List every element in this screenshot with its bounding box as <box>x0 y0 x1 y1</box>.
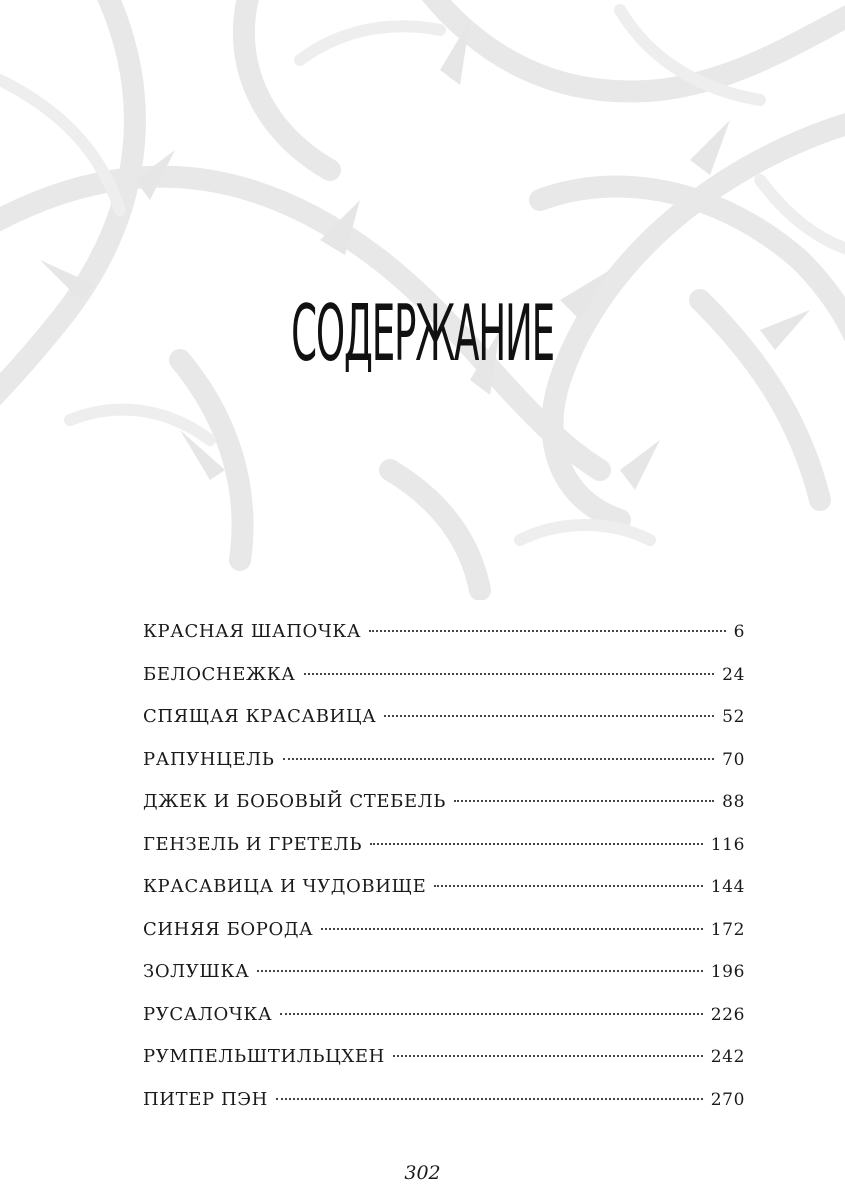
toc-entry-title: КРАСАВИЦА И ЧУДОВИЩЕ <box>143 876 427 897</box>
toc-entry-page: 270 <box>710 1089 745 1110</box>
toc-entry-title: РАПУНЦЕЛЬ <box>143 748 275 770</box>
page-title: СОДЕРЖАНИЕ <box>291 288 554 380</box>
toc-entry[interactable] <box>143 664 745 707</box>
table-of-contents <box>143 621 745 1131</box>
toc-entry-page: 116 <box>710 834 745 855</box>
toc-entry[interactable] <box>143 961 745 1004</box>
dot-leader <box>283 758 715 760</box>
toc-entry[interactable] <box>143 876 745 919</box>
dot-leader <box>393 1055 703 1057</box>
toc-entry[interactable] <box>143 1046 745 1089</box>
toc-entry-title: СИНЯЯ БОРОДА <box>143 918 314 940</box>
dot-leader <box>454 800 714 802</box>
toc-entry-title: РУМПЕЛЬШТИЛЬЦХЕН <box>143 1046 385 1067</box>
toc-entry[interactable] <box>143 621 745 664</box>
toc-entry[interactable] <box>143 706 745 749</box>
dot-leader <box>257 970 702 972</box>
page-number: 302 <box>404 1162 441 1184</box>
toc-entry-page: 24 <box>722 664 745 685</box>
toc-entry[interactable] <box>143 791 745 834</box>
toc-entry-page: 196 <box>710 962 745 982</box>
dot-leader <box>434 885 702 887</box>
toc-entry-page: 6 <box>733 622 745 642</box>
toc-entry-title: РУСАЛОЧКА <box>143 1003 273 1025</box>
toc-entry-title: КРАСНАЯ ШАПОЧКА <box>143 621 362 642</box>
toc-entry-page: 242 <box>710 1047 745 1067</box>
toc-entry[interactable] <box>143 1089 745 1132</box>
dot-leader <box>369 630 725 632</box>
toc-entry-title: ДЖЕК И БОБОВЫЙ СТЕБЕЛЬ <box>143 791 447 812</box>
toc-entry-page: 226 <box>710 1004 745 1025</box>
toc-entry-title: СПЯЩАЯ КРАСАВИЦА <box>143 706 377 727</box>
dot-leader <box>304 673 715 675</box>
toc-entry-title: ПИТЕР ПЭН <box>143 1088 268 1110</box>
dot-leader <box>276 1098 703 1100</box>
toc-entry-page: 70 <box>722 749 745 770</box>
dot-leader <box>321 928 702 930</box>
toc-entry[interactable] <box>143 1004 745 1047</box>
toc-entry-page: 172 <box>710 919 745 940</box>
toc-entry[interactable] <box>143 749 745 792</box>
toc-entry[interactable] <box>143 919 745 962</box>
dot-leader <box>370 843 703 845</box>
toc-entry-title: БЕЛОСНЕЖКА <box>143 663 296 685</box>
toc-entry-title: ГЕНЗЕЛЬ И ГРЕТЕЛЬ <box>143 833 363 855</box>
toc-entry-page: 144 <box>710 877 745 897</box>
dot-leader <box>280 1013 703 1015</box>
dot-leader <box>384 715 714 717</box>
toc-entry[interactable] <box>143 834 745 877</box>
toc-entry-page: 88 <box>722 792 745 812</box>
toc-entry-title: ЗОЛУШКА <box>143 961 250 982</box>
toc-entry-page: 52 <box>722 707 745 727</box>
